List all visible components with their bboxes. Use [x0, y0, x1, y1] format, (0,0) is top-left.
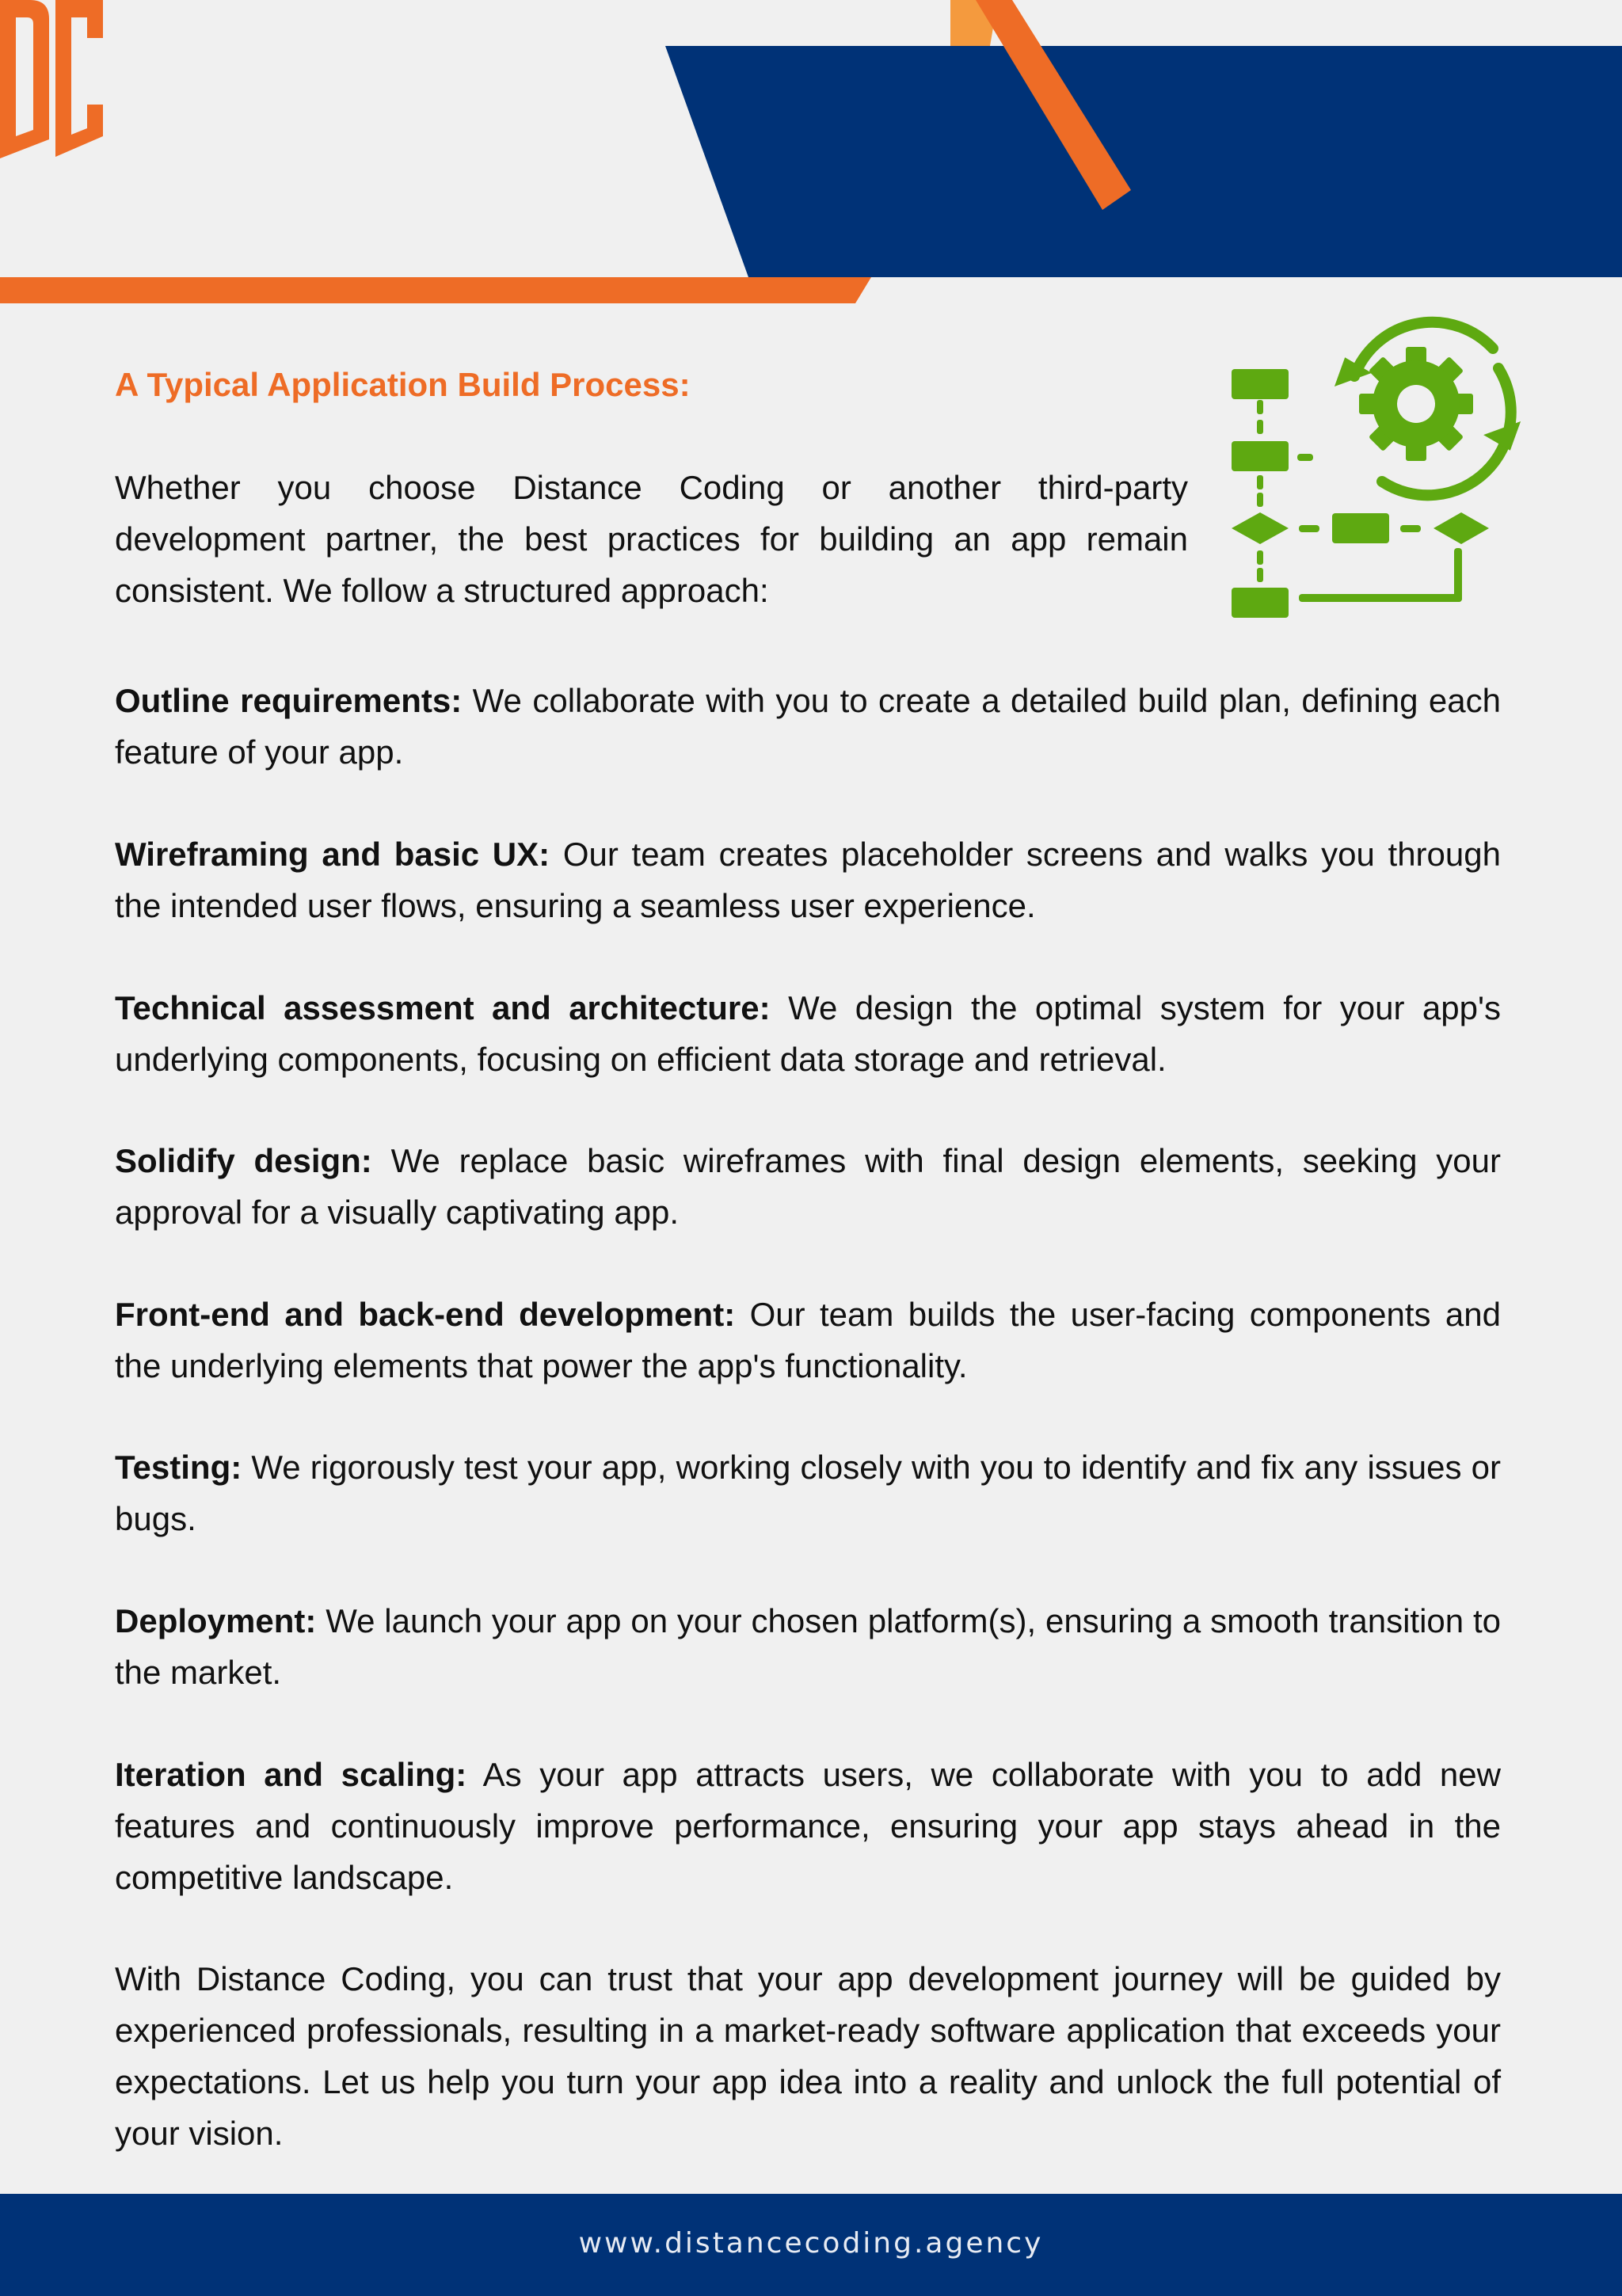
step-label: Deployment:	[115, 1602, 317, 1639]
footer-website-link[interactable]: www.distancecoding.agency	[578, 2227, 1044, 2260]
intro-paragraph: Whether you choose Distance Coding or another third-party development partner, the best practices for building an app remain consistent. We follow a structured approach:	[115, 469, 1188, 609]
step-text: We design the optimal system for your app's underlying components, focusing on efficient data storage and retrieval.	[115, 989, 1501, 1078]
step-label: Front-end and back-end development:	[115, 1296, 736, 1333]
section-title: A Typical Application Build Process:	[115, 366, 691, 403]
page-header	[0, 0, 1622, 309]
navy-banner-shape	[665, 46, 1622, 277]
step-iteration-scaling	[115, 1749, 1501, 1903]
process-flow-gear-icon	[1220, 293, 1536, 626]
step-outline-requirements	[115, 675, 1501, 778]
step-wireframing	[115, 828, 1501, 931]
step-text: As your app attracts users, we collaborate with you to add new features and continuously improve performance, ensuring your app stays ahead in the competitive landscape.	[115, 1756, 1501, 1896]
step-development	[115, 1289, 1501, 1392]
page-footer	[0, 2194, 1622, 2296]
dc-logo-icon	[0, 0, 103, 158]
step-text: Our team creates placeholder screens and walks you through the intended user flows, ensuring a seamless user experience.	[115, 836, 1501, 924]
step-testing	[115, 1441, 1501, 1544]
step-text: We launch your app on your chosen platform(s), ensuring a smooth transition to the market.	[115, 1602, 1501, 1691]
orange-stripe	[0, 277, 871, 303]
step-text: We rigorously test your app, working closely with you to identify and fix any issues or bugs.	[115, 1449, 1501, 1537]
step-text: Our team builds the user-facing components and the underlying elements that power the app's functionality.	[115, 1296, 1501, 1384]
step-label: Testing:	[115, 1449, 242, 1486]
header-banner-graphic	[0, 0, 1622, 309]
step-text: We collaborate with you to create a detailed build plan, defining each feature of your app.	[115, 682, 1501, 771]
closing-paragraph: With Distance Coding, you can trust that your app development journey will be guided by experienced professionals, resulting in a market-ready software application that exceeds your expectations. Let us help you turn your app idea into a reality and unlock the full potential of your vision.	[115, 1960, 1501, 2152]
step-deployment	[115, 1595, 1501, 1698]
step-solidify-design	[115, 1135, 1501, 1238]
step-label: Technical assessment and architecture:	[115, 989, 771, 1026]
step-label: Solidify design:	[115, 1142, 372, 1179]
step-label: Wireframing and basic UX:	[115, 836, 550, 873]
step-label: Outline requirements:	[115, 682, 463, 719]
step-text: We replace basic wireframes with final design elements, seeking your approval for a visually captivating app.	[115, 1142, 1502, 1231]
step-label: Iteration and scaling:	[115, 1756, 467, 1793]
step-technical-assessment	[115, 982, 1501, 1085]
